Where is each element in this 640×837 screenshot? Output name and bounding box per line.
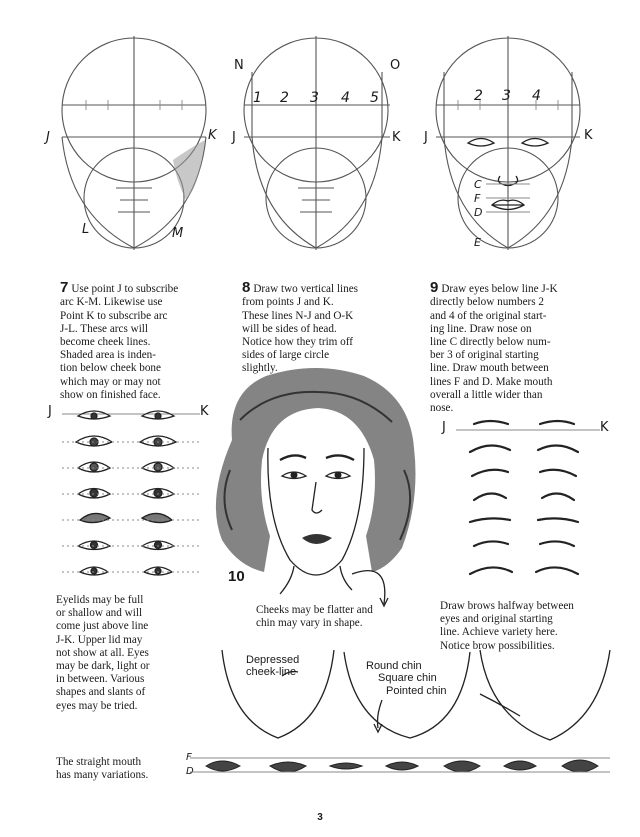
eyes-label-k: K bbox=[200, 404, 209, 419]
d3-num-4: 4 bbox=[532, 88, 541, 104]
d2-label-k: K bbox=[392, 130, 401, 145]
d3-label-k: K bbox=[584, 128, 593, 143]
d2-num-2: 2 bbox=[280, 90, 289, 106]
d2-num-4: 4 bbox=[341, 90, 350, 106]
d3-label-e: E bbox=[474, 236, 481, 249]
d3-label-j: J bbox=[424, 130, 428, 145]
step-7-text: Use point J to subscribe arc K-M. Likewise use Point K to subscribe arc J-L. These arcs will become cheek lines. Shaded area is inden- tion below cheek bone which may or may not show on finished face. bbox=[60, 283, 179, 401]
d2-label-o: O bbox=[390, 58, 401, 73]
mouth-label-f: F bbox=[186, 752, 192, 763]
mouth-label-d: D bbox=[186, 766, 194, 777]
chin-label-square: Square chin bbox=[378, 672, 437, 684]
d3-label-d: D bbox=[474, 206, 483, 219]
step-8-number: 8 bbox=[242, 279, 251, 297]
brows-label-j: J bbox=[442, 420, 446, 435]
step-9-text: Draw eyes below line J-K directly below numbers 2 and 4 of the original start- ing line. Draw nose on line C directly below num- ber 3 of original starting line. Draw mouth between lines F and D. Make mouth overall a little wider than nose. bbox=[430, 283, 558, 415]
cheeks-caption: Cheeks may be flatter and chin may vary in shape. bbox=[256, 604, 373, 630]
d3-label-c: C bbox=[474, 178, 482, 191]
chin-label-pointed: Pointed chin bbox=[386, 685, 447, 697]
step-7-number: 7 bbox=[60, 279, 69, 297]
brows-label-k: K bbox=[600, 420, 609, 435]
d3-num-3: 3 bbox=[502, 88, 511, 104]
d1-label-m: M bbox=[172, 226, 184, 241]
d1-label-k: K bbox=[208, 128, 217, 143]
mouth-caption: The straight mouth has many variations. bbox=[56, 756, 149, 782]
chin-label-depressed: Depressed cheek-line bbox=[246, 654, 300, 678]
d3-label-f: F bbox=[474, 192, 481, 205]
d1-label-l: L bbox=[82, 222, 90, 237]
brows-caption: Draw brows halfway between eyes and original starting line. Achieve variety here. Notice brow possibilities. bbox=[440, 600, 574, 652]
step-8-text: Draw two vertical lines from points J and K. These lines N-J and O-K will be sides of head. Notice how they trim off sides of large circle slightly. bbox=[242, 283, 359, 375]
chin-label-round: Round chin bbox=[366, 660, 422, 672]
page-number: 3 bbox=[317, 812, 323, 823]
eyes-caption: Eyelids may be full or shallow and will come just above line J-K. Upper lid may not show at all. Eyes may be dark, light or in between. Various shapes and slants of eyes may be tried. bbox=[56, 594, 150, 712]
eyes-label-j: J bbox=[48, 404, 52, 419]
d2-label-j: J bbox=[232, 130, 236, 145]
d2-num-1: 1 bbox=[253, 90, 262, 106]
d1-label-j: J bbox=[46, 130, 50, 145]
d2-label-n: N bbox=[234, 58, 244, 73]
portrait-number: 10 bbox=[228, 568, 245, 585]
d2-num-5: 5 bbox=[370, 90, 379, 106]
step-9-number: 9 bbox=[430, 279, 439, 297]
d3-num-2: 2 bbox=[474, 88, 483, 104]
d2-num-3: 3 bbox=[310, 90, 319, 106]
